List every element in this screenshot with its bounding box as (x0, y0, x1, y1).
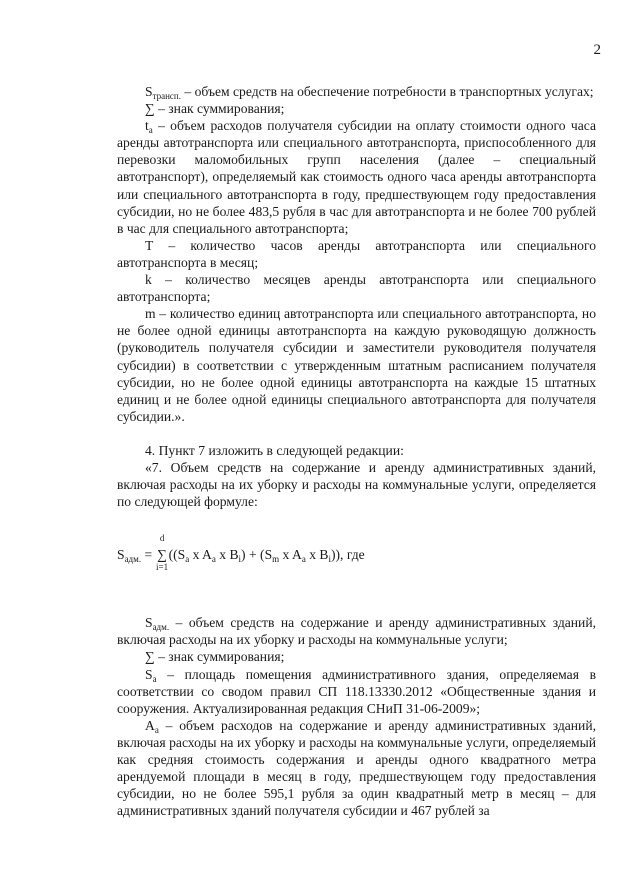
definition-s-a (117, 666, 596, 717)
subscript-a: a (154, 724, 159, 735)
definition-text: – знак суммирования; (154, 649, 285, 665)
definition-t-upper: T – количество часов аренды автотранспорта или специального автотранспорта в месяц; (117, 237, 596, 270)
formula-s-adm (117, 530, 596, 590)
symbol-t: t (145, 118, 149, 134)
definition-text: – объем средств на содержание и аренду административных зданий, включая расходы на их уборку и расходы на коммунальные услуги; (117, 615, 596, 648)
definition-text: – объем расходов получателя субсидии на оплату стоимости одного часа аренды автотранспорта или специального автотранспорта, приспособленного для перевозки маломобильных групп населения (далее – специальный автотранспорт), определяемый как стоимость одного часа аренды автотранспорта или специального автотранспорта в году, предшествующем году предоставления субсидии, но не более 483,5 рубля в час для автотранспорта и не более 700 рублей в час для специального автотранспорта; (117, 118, 596, 236)
symbol-s: S (145, 666, 153, 682)
definition-a-a (117, 717, 596, 820)
definition-text: – знак суммирования; (154, 101, 285, 117)
symbol-s: S (145, 615, 153, 631)
sum-symbol: ∑ (145, 649, 155, 665)
page-number: 2 (593, 42, 601, 58)
sum-symbol: ∑ (145, 101, 155, 117)
sum-upper-limit: d (159, 533, 165, 544)
item-7-quote: «7. Объем средств на содержание и аренду административных зданий, включая расходы на их уборку и расходы на коммунальные услуги, определяется по следующей формуле: (117, 459, 596, 510)
sum-symbol: d ∑ i=1 (156, 533, 169, 573)
formula-line: $S_{адм.}$ = d ∑ i=1 (($S_a$ x $A_a$ x $B_i) + (S_m$ x $A_a$ x $B_i$)), где (117, 533, 365, 573)
subscript-transp: трансп. (152, 91, 181, 101)
definition-sum (117, 100, 596, 117)
definition-t-a (117, 117, 596, 237)
symbol-a: A (145, 717, 155, 733)
sum-lower-limit: i=1 (156, 562, 169, 573)
definition-text: – объем средств на обеспечение потребности в транспортных услугах; (180, 84, 594, 99)
definition-k: k – количество месяцев аренды автотранспорта или специального автотранспорта; (117, 272, 596, 305)
definition-s-adm (117, 614, 596, 648)
document-body (117, 83, 596, 819)
subscript-adm: адм. (152, 622, 170, 633)
definition-sum-2 (117, 648, 596, 665)
definition-text: – площадь помещения административного здания, определяемая в соответствии со сводом правил СП 118.13330.2012 «Общественные здания и сооружения. Актуализированная редакция СНиП 31-06-2009»; (117, 666, 596, 716)
definition-s-transp (117, 83, 596, 100)
definition-m: m – количество единиц автотранспорта или специального автотранспорта, но не более одной единицы автотранспорта на каждую руководящую должность (руководитель получателя субсидии и заместители руководителя получателя субсидии) в соответствии с утвержденным штатным расписанием получателя субсидии, но не более одной единицы автотранспорта на каждые 15 штатных единиц и не более одной единицы специального автотранспорта для получателя субсидии.». (117, 306, 596, 424)
item-4-heading: 4. Пункт 7 изложить в следующей редакции: (145, 442, 404, 458)
subscript-a: a (152, 673, 157, 684)
subscript-a: a (148, 125, 153, 136)
symbol-s: S (145, 84, 153, 99)
definition-text: – объем расходов на содержание и аренду административных зданий, включая расходы на их уборку и расходы на коммунальные услуги, определяемый как средняя стоимость содержания и аренды одного квадратного метра арендуемой площади в месяц в году, предшествующем году предоставления субсидии, но не более 595,1 рубля за один квадратный метр в месяц – для административных зданий получателя субсидии и 467 рублей за (117, 717, 596, 819)
